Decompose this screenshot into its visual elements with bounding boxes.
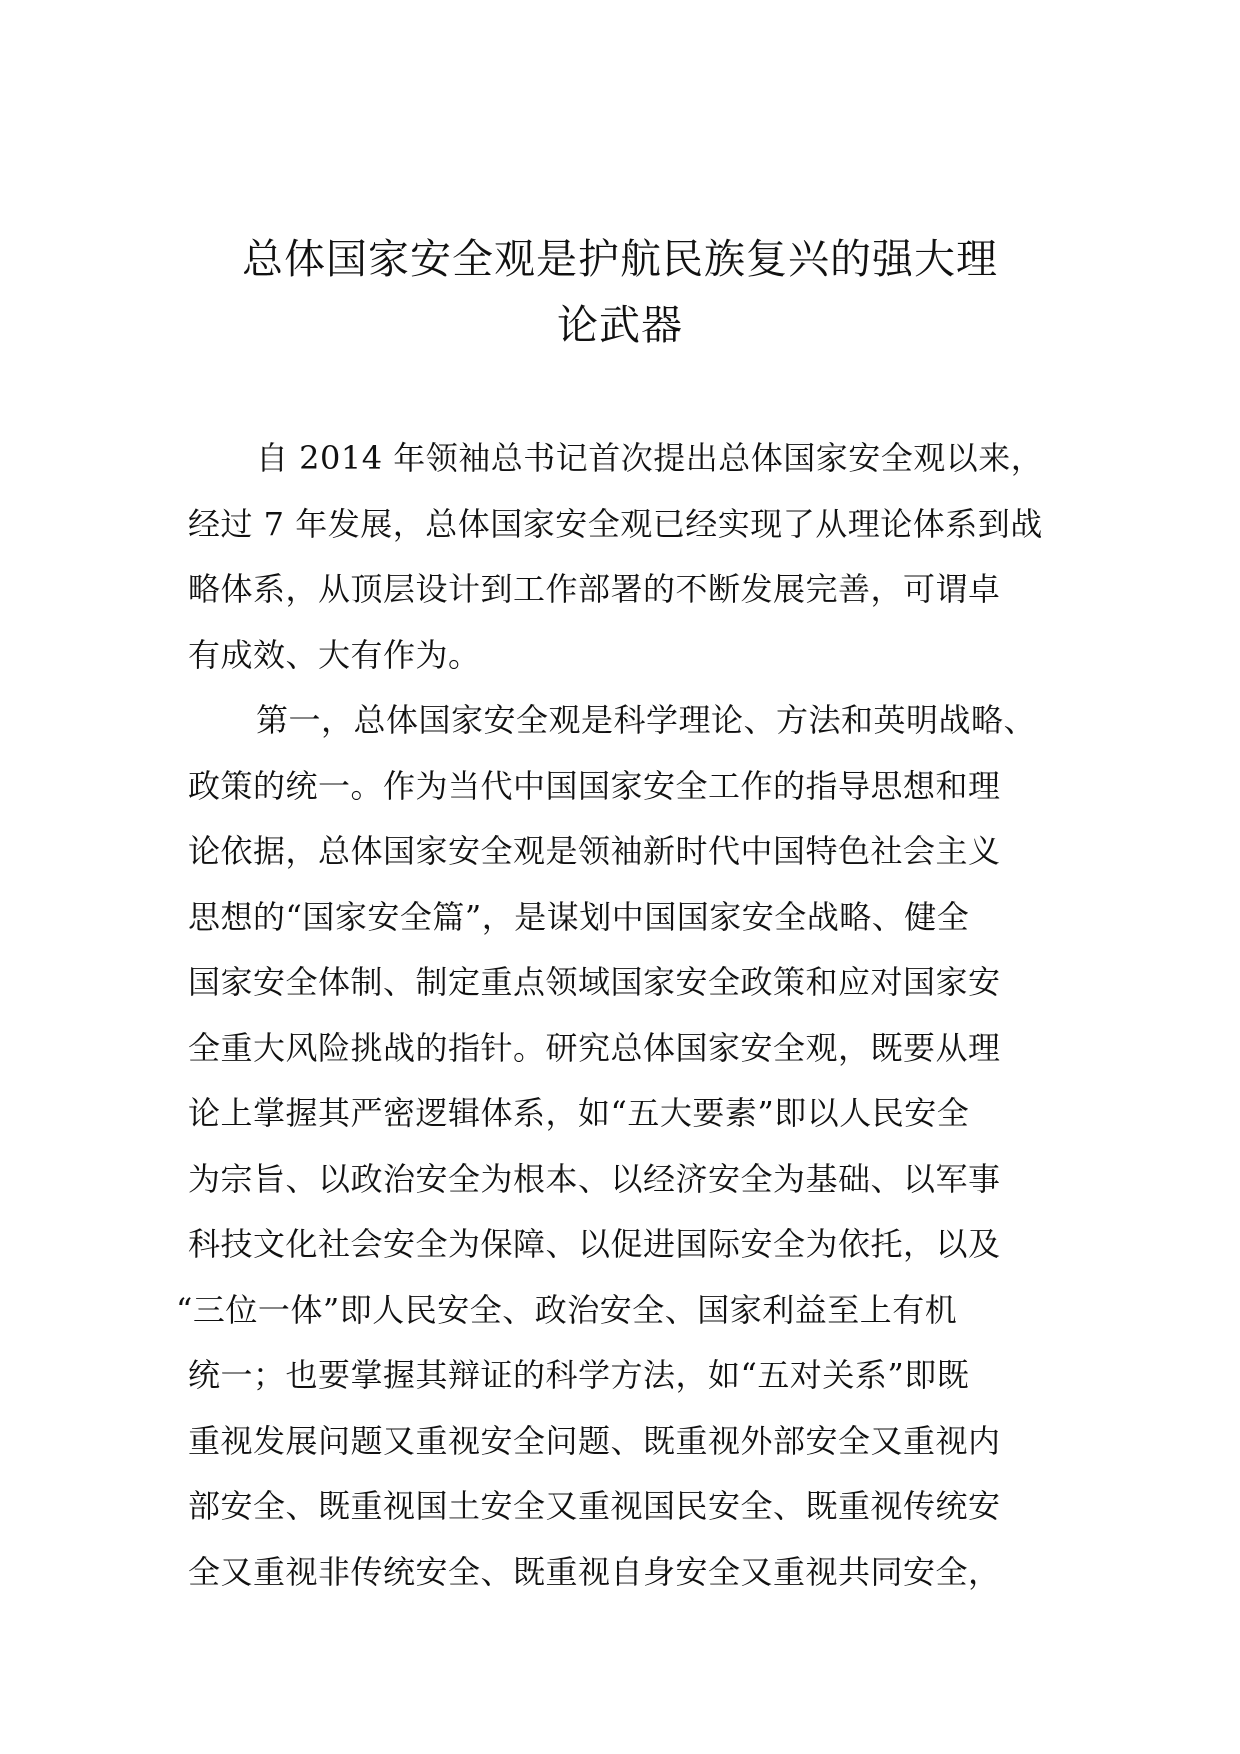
paragraph-line: 部安全、既重视国土安全又重视国民安全、既重视传统安	[188, 1487, 1001, 1525]
paragraph-2	[176, 688, 1068, 1605]
paragraph-line: 统一；也要掌握其辩证的科学方法，如“五对关系”即既	[188, 1356, 970, 1394]
document-body	[176, 426, 1068, 1605]
title-line-1: 总体国家安全观是护航民族复兴的强大理	[242, 235, 998, 283]
paragraph-line: 全又重视非传统安全、既重视自身安全又重视共同安全，	[188, 1552, 1001, 1591]
paragraph-line: 有成效、大有作为。	[188, 635, 481, 674]
paragraph-line: 略体系，从顶层设计到工作部署的不断发展完善，可谓卓	[188, 570, 1001, 608]
title-line-2: 论武器	[557, 301, 683, 349]
paragraph-line: 重视发展问题又重视安全问题、既重视外部安全又重视内	[188, 1421, 1001, 1460]
paragraph-line: “三位一体”即人民安全、政治安全、国家利益至上有机	[176, 1290, 958, 1329]
paragraph-line: 国家安全体制、制定重点领域国家安全政策和应对国家安	[188, 963, 1001, 1001]
paragraph-line: 科技文化社会安全为保障、以促进国际安全为依托，以及	[188, 1225, 1001, 1263]
paragraph-line: 经过 7 年发展，总体国家安全观已经实现了从理论体系到战	[188, 504, 1043, 543]
paragraph-line: 思想的“国家安全篇”，是谋划中国国家安全战略、健全	[188, 897, 970, 936]
paragraph-line: 论上掌握其严密逻辑体系，如“五大要素”即以人民安全	[188, 1094, 970, 1132]
paragraph-line: 第一，总体国家安全观是科学理论、方法和英明战略、	[256, 701, 1037, 739]
paragraph-1	[188, 426, 1068, 688]
paragraph-line: 自 2014 年领袖总书记首次提出总体国家安全观以来，	[256, 439, 1044, 477]
document-title	[150, 226, 1090, 358]
paragraph-line: 全重大风险挑战的指针。研究总体国家安全观，既要从理	[188, 1028, 1001, 1067]
paragraph-line: 政策的统一。作为当代中国国家安全工作的指导思想和理	[188, 766, 1001, 805]
paragraph-line: 论依据，总体国家安全观是领袖新时代中国特色社会主义	[188, 832, 1001, 870]
paragraph-line: 为宗旨、以政治安全为根本、以经济安全为基础、以军事	[188, 1159, 1001, 1198]
